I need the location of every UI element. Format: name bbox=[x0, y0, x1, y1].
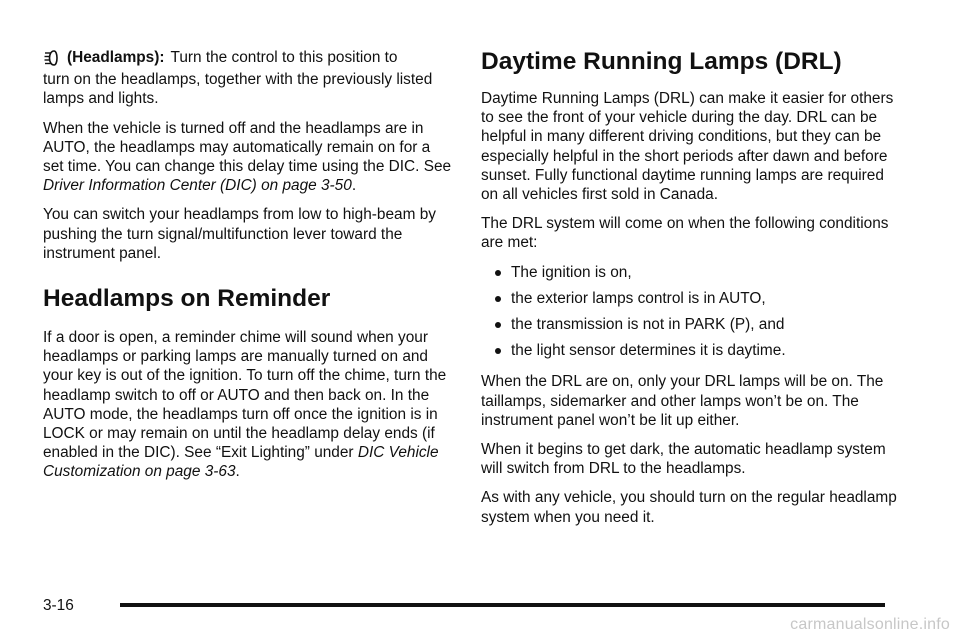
reminder-paragraph bbox=[43, 328, 453, 482]
right-column bbox=[481, 47, 901, 537]
auto-delay-end: . bbox=[351, 177, 357, 195]
list-item bbox=[495, 289, 901, 308]
list-item-text: the light sensor determines it is daytime. bbox=[511, 342, 786, 360]
bullet-icon bbox=[495, 270, 501, 276]
dark-paragraph: When it begins to get dark, the automatic headlamp system will switch from DRL to the headlamps. bbox=[481, 441, 886, 478]
drl-heading: Daytime Running Lamps (DRL) bbox=[481, 48, 842, 75]
bullet-icon bbox=[495, 322, 501, 328]
drl-intro-paragraph: Daytime Running Lamps (DRL) can make it easier for others to see the front of your vehicle during the day. DRL can be helpful in many different driving conditions, but they can be especially helpful in the short periods after dawn and before sunset. Fully functional daytime running lamps are required on all vehicles first sold in Canada. bbox=[481, 90, 894, 204]
high-beam-paragraph: You can switch your headlamps from low to high-beam by pushing the turn signal/multifunction lever toward the instrument panel. bbox=[43, 206, 436, 262]
list-item-text: The ignition is on, bbox=[511, 263, 632, 281]
headlamps-text-line1: Turn the control to this position to bbox=[170, 49, 398, 66]
reminder-heading: Headlamps on Reminder bbox=[43, 285, 331, 313]
headlamps-text-rest: turn on the headlamps, together with the previously listed lamps and lights. bbox=[43, 71, 433, 108]
conditions-list bbox=[481, 263, 901, 361]
page-number: 3-16 bbox=[43, 597, 74, 614]
list-item bbox=[495, 263, 901, 282]
regular-headlamp-paragraph: As with any vehicle, you should turn on the regular headlamp system when you need it. bbox=[481, 489, 897, 526]
dic-customization-reference: DIC Vehicle Customization on page 3-63 bbox=[43, 444, 439, 481]
watermark: carmanualsonline.info bbox=[790, 616, 950, 633]
footer-divider bbox=[120, 603, 885, 607]
list-item bbox=[495, 341, 901, 360]
list-item-text: the transmission is not in PARK (P), and bbox=[511, 316, 785, 334]
bullet-icon bbox=[495, 296, 501, 302]
conditions-intro-paragraph: The DRL system will come on when the following conditions are met: bbox=[481, 215, 889, 252]
list-item bbox=[495, 315, 901, 334]
headlamps-item bbox=[43, 48, 453, 109]
list-item-text: the exterior lamps control is in AUTO, bbox=[511, 289, 766, 307]
left-column bbox=[43, 48, 453, 492]
headlamp-icon bbox=[43, 49, 63, 67]
dic-page-reference: Driver Information Center (DIC) on page 3-50 bbox=[43, 177, 352, 195]
bullet-icon bbox=[495, 348, 501, 354]
drl-on-paragraph: When the DRL are on, only your DRL lamps will be on. The taillamps, sidemarker and other lamps won’t be on. The instrument panel won’t be lit up either. bbox=[481, 373, 884, 429]
auto-delay-paragraph bbox=[43, 119, 453, 196]
reminder-end: . bbox=[235, 463, 240, 481]
headlamps-label: (Headlamps): bbox=[67, 49, 165, 66]
auto-delay-text: When the vehicle is turned off and the headlamps are in AUTO, the headlamps may automatically remain on for a set time. You can change this delay time using the DIC. See bbox=[43, 119, 452, 176]
reminder-text: If a door is open, a reminder chime will sound when your headlamps or parking lamps are manually turned on and your key is out of the ignition. To turn off the chime, turn the headlamp switch to off or AUTO and then back on. In the AUTO mode, the headlamps turn off once the ignition is in LOCK or may remain on until the headlamp delay ends (if enabled in the DIC). See “Exit Lighting” under bbox=[43, 329, 447, 462]
